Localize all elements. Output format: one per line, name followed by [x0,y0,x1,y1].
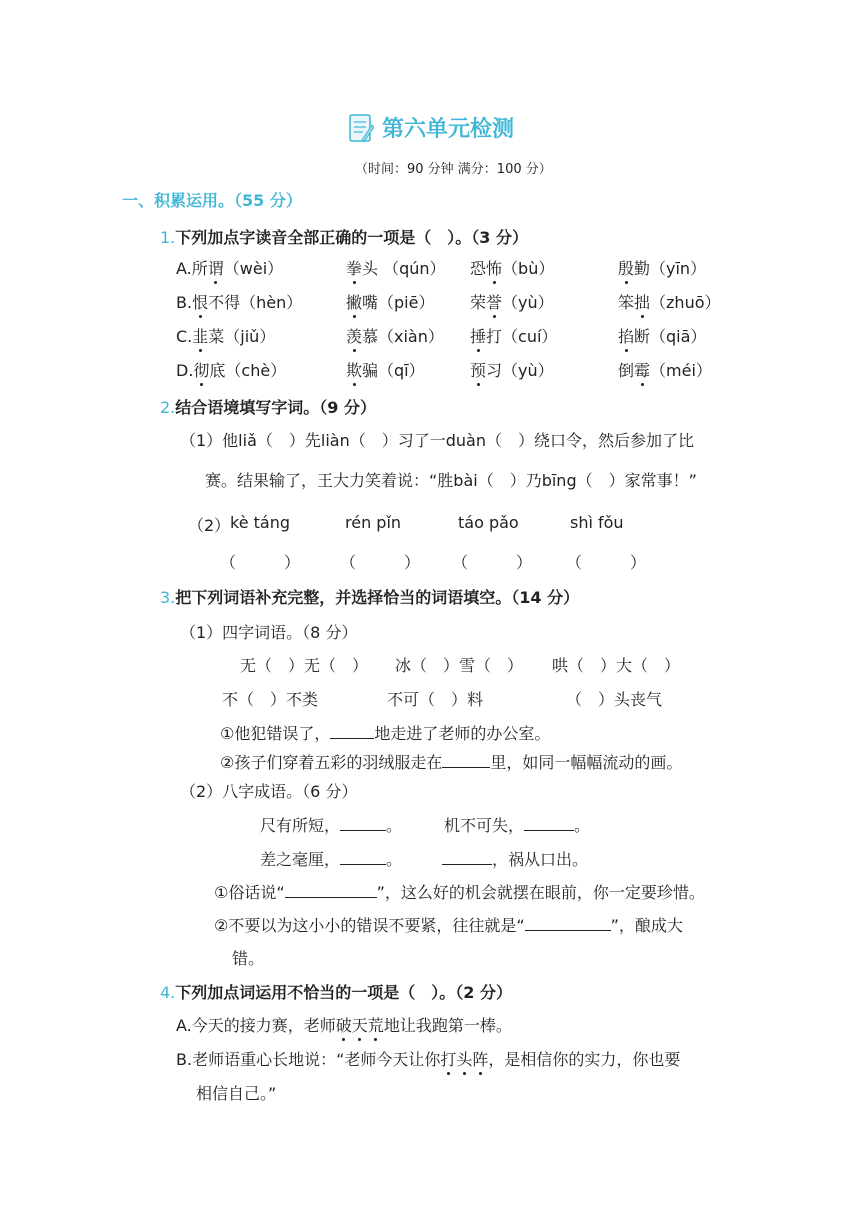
title-text: 第六单元检测 [382,117,515,142]
fill-blank[interactable] [340,816,386,831]
q1-option-item: 羡慕（xiàn） [346,327,444,346]
q2-part2-label: （2） [188,516,231,535]
dotted-char: 谓 [207,259,224,278]
word-3: 哄（ ）大（ ） [552,656,681,675]
dotted-char: 荒 [367,1016,384,1035]
dotted-char: 霉 [634,361,651,380]
q1-option-item: 拳头 （qún） [346,259,446,278]
dotted-char: 羡 [346,327,363,346]
word-2: 冰（ ）雪（ ） [395,656,524,675]
dotted-char: 破 [335,1016,352,1035]
fill-blank[interactable] [330,724,374,739]
question-number: 2. [160,398,176,417]
q1-option-item: 笨拙（zhuō） [618,293,721,312]
q1-option-item: 预习（yù） [470,361,554,380]
answer-paren-4[interactable]: （ ） [566,553,647,572]
dotted-char: 拙 [634,293,651,312]
dotted-char: 恨 [192,293,209,312]
word-4: 不（ ）不类 [222,690,319,709]
q1-option-item: 荣誉（yù） [470,293,554,312]
dotted-char: 殷 [618,259,635,278]
exam-info: （时间：90 分钟 满分：100 分） [355,162,552,177]
pinyin-1: kè táng [230,513,290,532]
question-text: 结合语境填写字词。（9 分） [175,398,376,417]
question-4 [160,980,512,1003]
fill-blank[interactable] [285,883,377,898]
dotted-char: 彻 [193,361,210,380]
question-text: 把下列词语补充完整，并选择恰当的词语填空。（14 分） [175,588,580,607]
idiom-1: 尺有所短， 。 [260,816,403,835]
page-title [348,112,514,143]
q3-part1-label: （1）四字词语。（8 分） [180,623,358,642]
q1-option-item: 殷勤（yīn） [618,259,707,278]
answer-paren-2[interactable]: （ ） [340,553,421,572]
word-1: 无（ ）无（ ） [240,656,369,675]
question-number: 3. [160,588,176,607]
dotted-char: 誉 [486,293,503,312]
q1-option-item: 欺骗（qī） [346,361,425,380]
q1-option-item: 掐断（qiā） [618,327,707,346]
dotted-char: 欺 [346,361,363,380]
q1-option-item: B.恨不得（hèn） [176,293,303,312]
q4-option-a: A.今天的接力赛，老师破天荒地让我跑第一棒。 [176,1016,512,1035]
section-title: 一、积累运用。（55 分） [122,191,302,210]
q2-line-1: （1）他liǎ（ ）先liàn（ ）习了一duàn（ ）绕口令，然后参加了比 [180,431,694,450]
q2-line-2: 赛。结果输了，王大力笑着说：“胜bài（ ）乃bīng（ ）家常事！” [205,471,697,490]
question-number: 4. [160,983,176,1002]
q4-option-b-cont: 相信自己。” [196,1084,277,1103]
dotted-char: 韭 [192,327,209,346]
q4-option-b: B.老师语重心长地说：“老师今天让你打头阵，是相信你的实力，你也要 [176,1050,681,1069]
fill-blank[interactable] [340,850,386,865]
q3-sentence-3: ①俗话说“ ”，这么好的机会就摆在眼前，你一定要珍惜。 [214,883,705,902]
dotted-char: 捶 [470,327,487,346]
fill-blank[interactable] [524,816,574,831]
dotted-char: 阵 [472,1050,489,1069]
question-1 [160,225,528,248]
q1-option-item: 撇嘴（piē） [346,293,435,312]
q3-part2-label: （2）八字成语。（6 分） [180,782,358,801]
word-5: 不可（ ）料 [387,690,484,709]
dotted-char: 预 [470,361,487,380]
q3-sentence-1: ①他犯错误了， 地走进了老师的办公室。 [220,724,551,743]
pinyin-2: rén pǐn [345,513,402,532]
q3-sentence-4-cont: 错。 [232,949,265,968]
fill-blank[interactable] [442,850,492,865]
word-6: （ ）头丧气 [566,690,663,709]
idiom-3: 差之毫厘， 。 [260,850,403,869]
q1-option-item: 捶打（cuí） [470,327,558,346]
dotted-char: 打 [440,1050,457,1069]
question-2 [160,395,376,418]
dotted-char: 拳 [346,259,363,278]
dotted-word [336,1016,384,1035]
dotted-char: 天 [351,1016,368,1035]
dotted-char: 怖 [486,259,503,278]
pinyin-3: táo pǎo [458,513,519,532]
answer-paren-3[interactable]: （ ） [452,553,533,572]
q1-option-item: 恐怖（bù） [470,259,555,278]
question-text: 下列加点词运用不恰当的一项是（ ）。（2 分） [175,983,512,1002]
question-number: 1. [160,228,176,247]
idiom-2: 机不可失， 。 [444,816,591,835]
dotted-word [440,1050,488,1069]
q1-option-item: A.所谓（wèi） [176,259,284,278]
question-3 [160,585,579,608]
dotted-char: 掐 [618,327,635,346]
answer-paren-1[interactable]: （ ） [220,553,301,572]
q3-sentence-2: ②孩子们穿着五彩的羽绒服走在 里，如同一幅幅流动的画。 [220,753,683,772]
idiom-4: ，祸从口出。 [442,847,588,870]
dotted-char: 撇 [346,293,363,312]
q1-option-item: C.韭菜（jiǔ） [176,327,276,346]
pinyin-4: shì fǒu [570,513,624,532]
question-text: 下列加点字读音全部正确的一项是（ ）。（3 分） [175,228,528,247]
q3-sentence-4: ②不要以为这小小的错误不要紧，往往就是“ ”，酿成大 [214,916,683,935]
dotted-char: 头 [456,1050,473,1069]
q1-option-item: D.彻底（chè） [176,361,287,380]
fill-blank[interactable] [525,916,611,931]
fill-blank[interactable] [442,753,490,768]
q1-option-item: 倒霉（méi） [618,361,712,380]
notebook-icon [348,113,374,143]
